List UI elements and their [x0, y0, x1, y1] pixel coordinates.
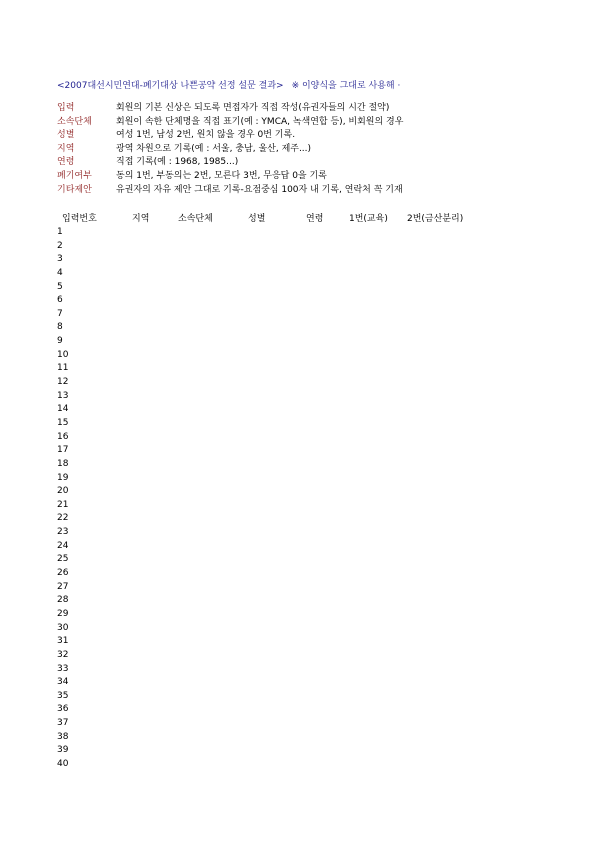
table-row-number: 20	[57, 486, 69, 497]
instruction-label: 연령	[57, 157, 75, 168]
table-row-number: 40	[57, 758, 69, 769]
table-row-number: 13	[57, 390, 69, 401]
instruction-label: 기타제안	[57, 184, 92, 195]
instruction-row	[57, 170, 597, 184]
table-row-number: 28	[57, 595, 69, 606]
table-row-number: 36	[57, 704, 69, 715]
instruction-row	[57, 143, 597, 157]
table-row-number: 38	[57, 731, 69, 742]
instruction-text: 광역 차원으로 기록(예 : 서울, 충남, 울산, 제주...)	[116, 143, 312, 154]
table-row-number: 14	[57, 404, 69, 415]
table-row-number: 17	[57, 445, 69, 456]
table-row-number: 23	[57, 527, 69, 538]
instruction-text: 동의 1번, 부동의는 2번, 모른다 3번, 무응답 0을 기록	[116, 170, 327, 181]
table-row-number: 19	[57, 472, 69, 483]
table-row-number: 9	[57, 336, 63, 347]
table-row-number: 4	[57, 267, 63, 278]
instruction-label: 입력	[57, 103, 75, 113]
instruction-row	[57, 156, 597, 170]
table-row-number: 7	[57, 308, 63, 319]
instruction-row	[57, 116, 597, 130]
table-row-number: 37	[57, 718, 69, 729]
column-header-gender: 성별	[248, 214, 266, 224]
instruction-text: 유권자의 자유 제안 그대로 기록-요점중심 100자 내 기록, 연락처 꼭 기재	[116, 184, 403, 195]
table-row-number: 16	[57, 431, 69, 442]
table-row-number: 35	[57, 690, 69, 701]
instruction-label: 성별	[57, 130, 75, 141]
table-row-number: 1	[57, 227, 63, 237]
instruction-row	[57, 129, 597, 143]
table-row-number: 11	[57, 363, 69, 374]
instruction-row	[57, 102, 597, 116]
table-row-number: 30	[57, 622, 69, 633]
table-row-number: 3	[57, 254, 63, 265]
table-row-number: 32	[57, 649, 69, 660]
instruction-text: 여성 1번, 남성 2번, 원치 않을 경우 0번 기록.	[116, 130, 296, 141]
table-row-number: 26	[57, 568, 69, 579]
table-row-number: 27	[57, 581, 69, 592]
table-row-number: 29	[57, 608, 69, 619]
table-header	[57, 212, 597, 226]
table-body	[57, 226, 117, 772]
table-row-number: 12	[57, 377, 69, 388]
table-row-number: 2	[57, 240, 63, 251]
table-row-number: 5	[57, 281, 63, 292]
instructions-block	[57, 102, 597, 197]
instruction-row	[57, 184, 597, 198]
column-header-region: 지역	[132, 214, 150, 224]
instruction-label: 폐기여부	[57, 170, 92, 181]
title-line	[57, 80, 597, 92]
table-row-number: 39	[57, 745, 69, 756]
usage-note: ※ 이양식을 그대로 사용해 ·	[291, 81, 401, 91]
document-title: <2007대선시민연대-폐기대상 나쁜공약 선정 설문 결과>	[57, 81, 284, 91]
instruction-text: 회원이 속한 단체명을 직접 표기(예 : YMCA, 녹색연합 등), 비회원의 경우	[116, 116, 404, 127]
table-row-number: 22	[57, 513, 69, 524]
table-row-number: 34	[57, 677, 69, 688]
instruction-label: 소속단체	[57, 116, 92, 127]
table-row-number: 31	[57, 636, 69, 647]
table-row-number: 21	[57, 499, 69, 510]
table-row-number: 24	[57, 540, 69, 551]
table-row-number: 18	[57, 458, 69, 469]
instruction-text: 직접 기록(예 : 1968, 1985...)	[116, 157, 239, 168]
table-row-number: 33	[57, 663, 69, 674]
table-row-number: 8	[57, 322, 63, 333]
column-header-age: 연령	[306, 214, 324, 224]
table-row-number: 25	[57, 554, 69, 565]
column-header-q1-education: 1번(교육)	[349, 214, 388, 224]
column-header-entry-number: 입력번호	[62, 214, 97, 224]
table-row-number: 15	[57, 417, 69, 428]
column-header-organization: 소속단체	[178, 214, 213, 224]
instruction-text: 회원의 기본 신상은 되도록 면접자가 직접 작성(유권자들의 시간 절약)	[116, 103, 390, 113]
instruction-label: 지역	[57, 143, 75, 154]
table-row-number: 10	[57, 349, 69, 360]
table-row-number: 6	[57, 295, 63, 306]
column-header-q2-separation: 2번(금산분리)	[407, 214, 464, 224]
